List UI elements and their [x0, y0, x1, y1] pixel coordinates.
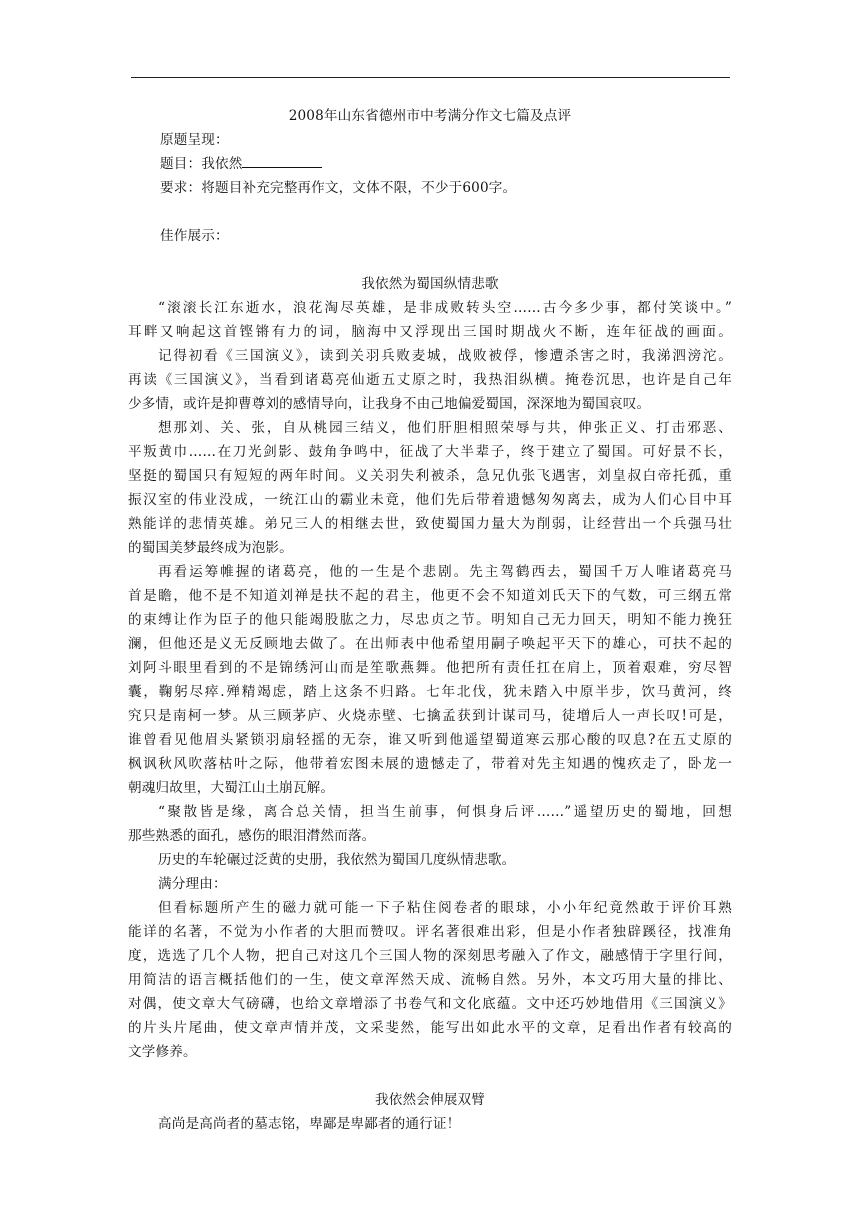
essay1-line: 那些熟悉的面孔，感伤的眼泪潸然而落。: [128, 828, 376, 844]
essay1-line: 首是瞻，他不是不知道刘禅是扶不起的君主，他更不会不知道刘氏天下的气数，可三纲五常: [128, 588, 732, 604]
essay2-first-line: 高尚是高尚者的墓志铭，卑鄙是卑鄙者的通行证！: [158, 1116, 461, 1132]
review-line: 度，选选了几个人物，把自己对这几个三国人物的深刻思考融入了作文，融感情于字里行间，: [128, 948, 732, 964]
prompt-label: 原题呈现：: [160, 132, 229, 148]
review-line: 文学修养。: [128, 1044, 197, 1060]
essay1-line: “滚滚长江东逝水，浪花淘尽英雄，是非成败转头空……古今多少事，都付笑谈中。”: [158, 300, 732, 316]
prompt-topic: [128, 152, 732, 176]
essay1-line: 少多情，或许是抑曹尊刘的感情导向，让我身不由己地偏爱蜀国，深深地为蜀国哀叹。: [128, 396, 651, 412]
essay1-line: 想那刘、关、张，自从桃园三结义，他们肝胆相照荣辱与共，伸张正义、打击邪恶、: [158, 420, 732, 436]
essay1-line: 熟能详的悲情英雄。弟兄三人的相继去世，致使蜀国力量大为削弱，让经营出一个兵强马壮: [128, 516, 732, 532]
essay1-line: 振汉室的伟业没成，一统江山的霸业未竟，他们先后带着遗憾匆匆离去，成为人们心目中耳: [128, 492, 732, 508]
essay1-line: 刘阿斗眼里看到的不是锦绣河山而是笙歌燕舞。他把所有责任扛在肩上，顶着艰难，穷尽智: [128, 660, 732, 676]
essay1-line: 的束缚让作为臣子的他只能竭股肱之力，尽忠贞之节。明知自己无力回天，明知不能力挽狂: [128, 612, 732, 628]
review-line: 对偶，使文章大气磅礴，也给文章增添了书卷气和文化底蕴。文中还巧妙地借用《三国演义》: [128, 996, 732, 1012]
essay1-line: 耳畔又响起这首铿锵有力的词，脑海中又浮现出三国时期战火不断，连年征战的画面。: [128, 324, 732, 340]
essay2-title: 我依然会伸展双臂: [375, 1092, 485, 1108]
essay1-line: 记得初看《三国演义》，读到关羽兵败麦城，战败被俘，惨遭杀害之时，我涕泗滂沱。: [158, 348, 732, 364]
essay1-line: 再看运筹帷握的诸葛亮，他的一生是个悲剧。先主驾鹤西去，蜀国千万人唯诸葛亮马: [158, 564, 732, 580]
prompt-requirement: 要求：将题目补充完整再作文，文体不限，不少于600字。: [160, 180, 517, 196]
essay1-line: 坚挺的蜀国只有短短的两年时间。义关羽失利被杀，急兄仇张飞遇害，刘皇叔白帝托孤，重: [128, 468, 732, 484]
review-line: 能详的名著，不觉为小作者的大胆而赞叹。评名著很难出彩，但是小作者独辟蹊径，找准角: [128, 924, 732, 940]
essay1-line: 究只是南柯一梦。从三顾茅庐、火烧赤壁、七擒孟获到计谋司马，徒增后人一声长叹!可是，: [128, 708, 732, 724]
essay1-line: 囊，鞠躬尽瘁.殚精竭虑，踏上这条不归路。七年北伐，犹未踏入中原半步，饮马黄河，终: [128, 684, 732, 700]
prompt-topic-text: 题目：我依然: [160, 156, 243, 172]
blank-underline: [242, 155, 322, 168]
essay1-title: 我依然为蜀国纵情悲歌: [361, 276, 499, 292]
essay1-line: 枫讽秋风吹落枯叶之际，他带着宏图未展的遗憾走了，带着对先主知遇的愧疚走了，卧龙一: [128, 756, 732, 772]
essay1-line: “聚散皆是缘，离合总关情，担当生前事，何惧身后评……”遥望历史的蜀地，回想: [158, 804, 732, 820]
review-line: 用简洁的语言概括他们的一生，使文章浑然天成、流畅自然。另外，本文巧用大量的排比、: [128, 972, 732, 988]
essay1-line: 的蜀国美梦最终成为泡影。: [128, 540, 293, 556]
essay1-line: 谁曾看见他眉头紧锁羽扇轻摇的无奈，谁又听到他遥望蜀道寒云那心酸的叹息?在五丈原的: [128, 732, 732, 748]
essay1-line: 历史的车轮碾过泛黄的史册，我依然为蜀国几度纵情悲歌。: [158, 852, 516, 868]
essay1-line: 再读《三国演义》，当看到诸葛亮仙逝五丈原之时，我热泪纵横。掩卷沉思，也许是自己年: [128, 372, 732, 388]
essay1-line: 澜，但他还是义无反顾地去做了。在出师表中他希望用嗣子唤起平天下的雄心，可扶不起的: [128, 636, 732, 652]
review-line: 的片头片尾曲，使文章声情并茂，文采斐然，能写出如此水平的文章，足看出作者有较高的: [128, 1020, 732, 1036]
review-label: 满分理由：: [158, 876, 227, 892]
document-body: [128, 104, 732, 1136]
review-line: 但看标题所产生的磁力就可能一下子粘住阅卷者的眼球，小小年纪竟然敢于评价耳熟: [158, 900, 732, 916]
essay1-line: 朝魂归故里，大蜀江山土崩瓦解。: [128, 780, 335, 796]
essay1-line: 平叛黄巾……在刀光剑影、鼓角争鸣中，征战了大半辈子，终于建立了蜀国。可好景不长，: [128, 444, 732, 460]
header-rule: [131, 77, 730, 78]
showcase-label: 佳作展示：: [160, 228, 229, 244]
document-title: 2008年山东省德州市中考满分作文七篇及点评: [288, 108, 572, 124]
